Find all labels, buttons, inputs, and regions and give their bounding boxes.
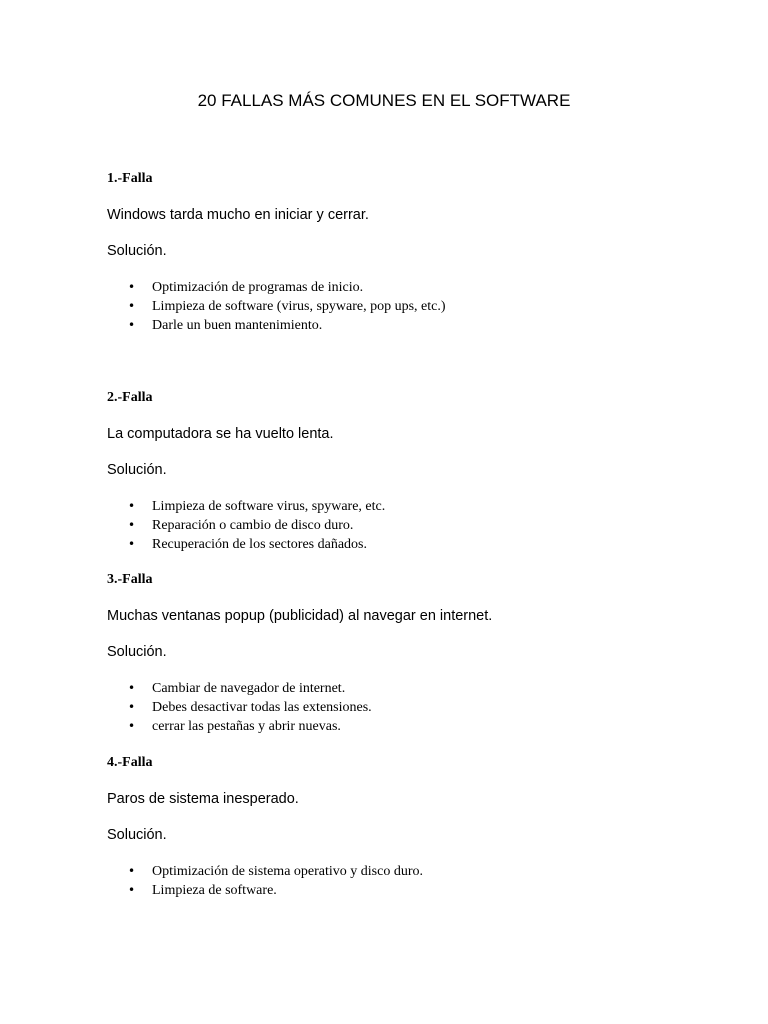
solution-label: Solución.	[107, 243, 167, 259]
solution-item	[107, 698, 707, 717]
bullet-icon: •	[128, 299, 136, 313]
solution-label: Solución.	[107, 827, 167, 843]
bullet-icon: •	[128, 318, 136, 332]
solution-text: Debes desactivar todas las extensiones.	[152, 700, 372, 715]
solution-label: Solución.	[107, 644, 167, 660]
bullet-icon: •	[128, 700, 136, 714]
solution-text: Limpieza de software.	[152, 883, 277, 898]
bullet-icon: •	[128, 280, 136, 294]
solution-item	[107, 278, 707, 297]
bullet-icon: •	[128, 518, 136, 532]
bullet-icon: •	[128, 681, 136, 695]
problem-text: Windows tarda mucho en iniciar y cerrar.	[107, 207, 369, 223]
solution-list	[107, 679, 707, 736]
bullet-icon: •	[128, 864, 136, 878]
bullet-icon: •	[128, 883, 136, 897]
problem-text: Paros de sistema inesperado.	[107, 791, 299, 807]
solution-item	[107, 535, 707, 554]
solution-item	[107, 862, 707, 881]
document-title: 20 FALLAS MÁS COMUNES EN EL SOFTWARE	[197, 91, 571, 110]
falla-section-3	[107, 571, 707, 736]
solution-list	[107, 497, 707, 554]
falla-heading: 4.-Falla	[107, 755, 153, 770]
solution-item	[107, 516, 707, 535]
solution-text: Limpieza de software (virus, spyware, pop ups, etc.)	[152, 299, 446, 314]
solution-text: Optimización de sistema operativo y disco duro.	[152, 864, 423, 879]
solution-text: Darle un buen mantenimiento.	[152, 318, 323, 333]
falla-heading: 3.-Falla	[107, 572, 153, 587]
falla-heading: 2.-Falla	[107, 390, 153, 405]
solution-item	[107, 497, 707, 516]
solution-item	[107, 316, 707, 335]
solution-item	[107, 881, 707, 900]
problem-text: Muchas ventanas popup (publicidad) al navegar en internet.	[107, 608, 493, 624]
bullet-icon: •	[128, 537, 136, 551]
solution-text: Reparación o cambio de disco duro.	[152, 518, 354, 533]
solution-list	[107, 278, 707, 335]
solution-text: Recuperación de los sectores dañados.	[152, 537, 367, 552]
solution-item	[107, 717, 707, 736]
solution-list	[107, 862, 707, 900]
bullet-icon: •	[128, 499, 136, 513]
problem-text: La computadora se ha vuelto lenta.	[107, 426, 334, 442]
falla-section-2	[107, 389, 707, 554]
solution-text: Cambiar de navegador de internet.	[152, 681, 346, 696]
solution-item	[107, 679, 707, 698]
bullet-icon: •	[128, 719, 136, 733]
solution-label: Solución.	[107, 462, 167, 478]
solution-item	[107, 297, 707, 316]
solution-text: Optimización de programas de inicio.	[152, 280, 364, 295]
solution-text: cerrar las pestañas y abrir nuevas.	[152, 719, 341, 734]
falla-section-4	[107, 754, 707, 900]
falla-section-1	[107, 170, 707, 335]
solution-text: Limpieza de software virus, spyware, etc.	[152, 499, 386, 514]
falla-heading: 1.-Falla	[107, 171, 153, 186]
